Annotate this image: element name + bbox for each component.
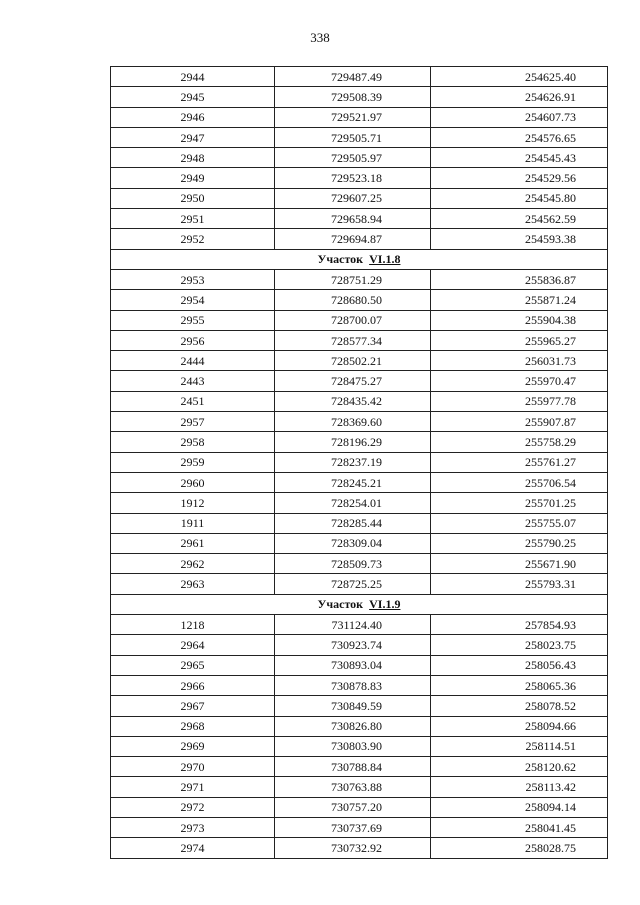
table-row (111, 432, 608, 452)
y-coordinate-cell: 254576.65 (431, 127, 608, 147)
x-coordinate-cell: 730923.74 (275, 635, 431, 655)
y-coordinate-cell: 257854.93 (431, 615, 608, 635)
x-coordinate-cell: 728435.42 (275, 391, 431, 411)
x-coordinate-cell: 728475.27 (275, 371, 431, 391)
page-number: 338 (310, 30, 330, 45)
point-number-cell: 2967 (111, 696, 275, 716)
x-coordinate-cell: 730826.80 (275, 716, 431, 736)
y-coordinate-cell: 258023.75 (431, 635, 608, 655)
point-number-cell: 2945 (111, 87, 275, 107)
table-row (111, 533, 608, 553)
y-coordinate-cell: 255790.25 (431, 533, 608, 553)
x-coordinate-cell: 728254.01 (275, 493, 431, 513)
point-number-cell: 2958 (111, 432, 275, 452)
table-row (111, 269, 608, 289)
table-row (111, 188, 608, 208)
x-coordinate-cell: 729508.39 (275, 87, 431, 107)
y-coordinate-cell: 255904.38 (431, 310, 608, 330)
table-row (111, 493, 608, 513)
point-number-cell: 2956 (111, 330, 275, 350)
y-coordinate-cell: 254607.73 (431, 107, 608, 127)
x-coordinate-cell: 730737.69 (275, 817, 431, 837)
y-coordinate-cell: 258113.42 (431, 777, 608, 797)
y-coordinate-cell: 254529.56 (431, 168, 608, 188)
point-number-cell: 2965 (111, 655, 275, 675)
point-number-cell: 2443 (111, 371, 275, 391)
y-coordinate-cell: 254562.59 (431, 209, 608, 229)
point-number-cell: 2968 (111, 716, 275, 736)
table-row (111, 817, 608, 837)
y-coordinate-cell: 254593.38 (431, 229, 608, 249)
point-number-cell: 2950 (111, 188, 275, 208)
y-coordinate-cell: 254626.91 (431, 87, 608, 107)
table-row (111, 107, 608, 127)
table-row (111, 351, 608, 371)
x-coordinate-cell: 729521.97 (275, 107, 431, 127)
section-header-row (111, 249, 608, 269)
table-row (111, 290, 608, 310)
point-number-cell: 2969 (111, 736, 275, 756)
section-header (111, 249, 608, 269)
table-row (111, 452, 608, 472)
y-coordinate-cell: 256031.73 (431, 351, 608, 371)
x-coordinate-cell: 729523.18 (275, 168, 431, 188)
y-coordinate-cell: 258078.52 (431, 696, 608, 716)
point-number-cell: 2954 (111, 290, 275, 310)
y-coordinate-cell: 254625.40 (431, 67, 608, 87)
x-coordinate-cell: 730757.20 (275, 797, 431, 817)
y-coordinate-cell: 258114.51 (431, 736, 608, 756)
table-row (111, 127, 608, 147)
table-row (111, 716, 608, 736)
x-coordinate-cell: 730849.59 (275, 696, 431, 716)
x-coordinate-cell: 730893.04 (275, 655, 431, 675)
point-number-cell: 2451 (111, 391, 275, 411)
point-number-cell: 2966 (111, 675, 275, 695)
point-number-cell: 2964 (111, 635, 275, 655)
table-row (111, 736, 608, 756)
x-coordinate-cell: 729487.49 (275, 67, 431, 87)
point-number-cell: 2974 (111, 838, 275, 858)
x-coordinate-cell: 728700.07 (275, 310, 431, 330)
table-row (111, 615, 608, 635)
point-number-cell: 2971 (111, 777, 275, 797)
point-number-cell: 2944 (111, 67, 275, 87)
x-coordinate-cell: 728369.60 (275, 412, 431, 432)
x-coordinate-cell: 730803.90 (275, 736, 431, 756)
x-coordinate-cell: 728196.29 (275, 432, 431, 452)
point-number-cell: 2959 (111, 452, 275, 472)
y-coordinate-cell: 258094.66 (431, 716, 608, 736)
table-row (111, 67, 608, 87)
y-coordinate-cell: 255907.87 (431, 412, 608, 432)
x-coordinate-cell: 728285.44 (275, 513, 431, 533)
y-coordinate-cell: 255761.27 (431, 452, 608, 472)
section-code: VI.1.9 (369, 597, 401, 612)
y-coordinate-cell: 258094.14 (431, 797, 608, 817)
table-row (111, 655, 608, 675)
x-coordinate-cell: 730788.84 (275, 757, 431, 777)
section-label: Участок (317, 597, 364, 612)
table-row (111, 209, 608, 229)
table-row (111, 87, 608, 107)
table-row (111, 574, 608, 594)
table-row (111, 310, 608, 330)
point-number-cell: 2951 (111, 209, 275, 229)
section-header (111, 594, 608, 614)
section-header-row (111, 594, 608, 614)
table-row (111, 472, 608, 492)
point-number-cell: 2960 (111, 472, 275, 492)
point-number-cell: 2953 (111, 269, 275, 289)
y-coordinate-cell: 258028.75 (431, 838, 608, 858)
y-coordinate-cell: 254545.80 (431, 188, 608, 208)
y-coordinate-cell: 254545.43 (431, 148, 608, 168)
y-coordinate-cell: 255755.07 (431, 513, 608, 533)
y-coordinate-cell: 258065.36 (431, 675, 608, 695)
x-coordinate-cell: 731124.40 (275, 615, 431, 635)
y-coordinate-cell: 255965.27 (431, 330, 608, 350)
y-coordinate-cell: 255871.24 (431, 290, 608, 310)
table-row (111, 412, 608, 432)
x-coordinate-cell: 728502.21 (275, 351, 431, 371)
x-coordinate-cell: 728577.34 (275, 330, 431, 350)
point-number-cell: 2961 (111, 533, 275, 553)
table-row (111, 371, 608, 391)
point-number-cell: 2947 (111, 127, 275, 147)
y-coordinate-cell: 255970.47 (431, 371, 608, 391)
y-coordinate-cell: 258041.45 (431, 817, 608, 837)
table-row (111, 635, 608, 655)
x-coordinate-cell: 729658.94 (275, 209, 431, 229)
table-row (111, 330, 608, 350)
x-coordinate-cell: 728245.21 (275, 472, 431, 492)
x-coordinate-cell: 730763.88 (275, 777, 431, 797)
x-coordinate-cell: 729505.71 (275, 127, 431, 147)
x-coordinate-cell: 729694.87 (275, 229, 431, 249)
point-number-cell: 2948 (111, 148, 275, 168)
point-number-cell: 2963 (111, 574, 275, 594)
table-row (111, 513, 608, 533)
point-number-cell: 2955 (111, 310, 275, 330)
table-row (111, 168, 608, 188)
point-number-cell: 2444 (111, 351, 275, 371)
x-coordinate-cell: 728751.29 (275, 269, 431, 289)
y-coordinate-cell: 255793.31 (431, 574, 608, 594)
y-coordinate-cell: 255758.29 (431, 432, 608, 452)
y-coordinate-cell: 255977.78 (431, 391, 608, 411)
y-coordinate-cell: 258120.62 (431, 757, 608, 777)
x-coordinate-cell: 729607.25 (275, 188, 431, 208)
section-label: Участок (317, 252, 364, 267)
table-row (111, 148, 608, 168)
x-coordinate-cell: 730732.92 (275, 838, 431, 858)
point-number-cell: 2949 (111, 168, 275, 188)
y-coordinate-cell: 255671.90 (431, 554, 608, 574)
table-row (111, 797, 608, 817)
point-number-cell: 1911 (111, 513, 275, 533)
y-coordinate-cell: 255701.25 (431, 493, 608, 513)
x-coordinate-cell: 729505.97 (275, 148, 431, 168)
y-coordinate-cell: 258056.43 (431, 655, 608, 675)
table-row (111, 777, 608, 797)
y-coordinate-cell: 255706.54 (431, 472, 608, 492)
table-row (111, 696, 608, 716)
table-row (111, 554, 608, 574)
point-number-cell: 2972 (111, 797, 275, 817)
point-number-cell: 1218 (111, 615, 275, 635)
x-coordinate-cell: 728680.50 (275, 290, 431, 310)
point-number-cell: 2973 (111, 817, 275, 837)
x-coordinate-cell: 730878.83 (275, 675, 431, 695)
point-number-cell: 2962 (111, 554, 275, 574)
x-coordinate-cell: 728509.73 (275, 554, 431, 574)
table-row (111, 229, 608, 249)
x-coordinate-cell: 728237.19 (275, 452, 431, 472)
point-number-cell: 2946 (111, 107, 275, 127)
point-number-cell: 1912 (111, 493, 275, 513)
section-code: VI.1.8 (369, 252, 401, 267)
table-row (111, 675, 608, 695)
table-row (111, 391, 608, 411)
point-number-cell: 2970 (111, 757, 275, 777)
table-row (111, 757, 608, 777)
coordinates-table (110, 66, 608, 859)
point-number-cell: 2957 (111, 412, 275, 432)
x-coordinate-cell: 728725.25 (275, 574, 431, 594)
table-row (111, 838, 608, 858)
y-coordinate-cell: 255836.87 (431, 269, 608, 289)
coordinates-table-body (111, 67, 608, 859)
x-coordinate-cell: 728309.04 (275, 533, 431, 553)
point-number-cell: 2952 (111, 229, 275, 249)
